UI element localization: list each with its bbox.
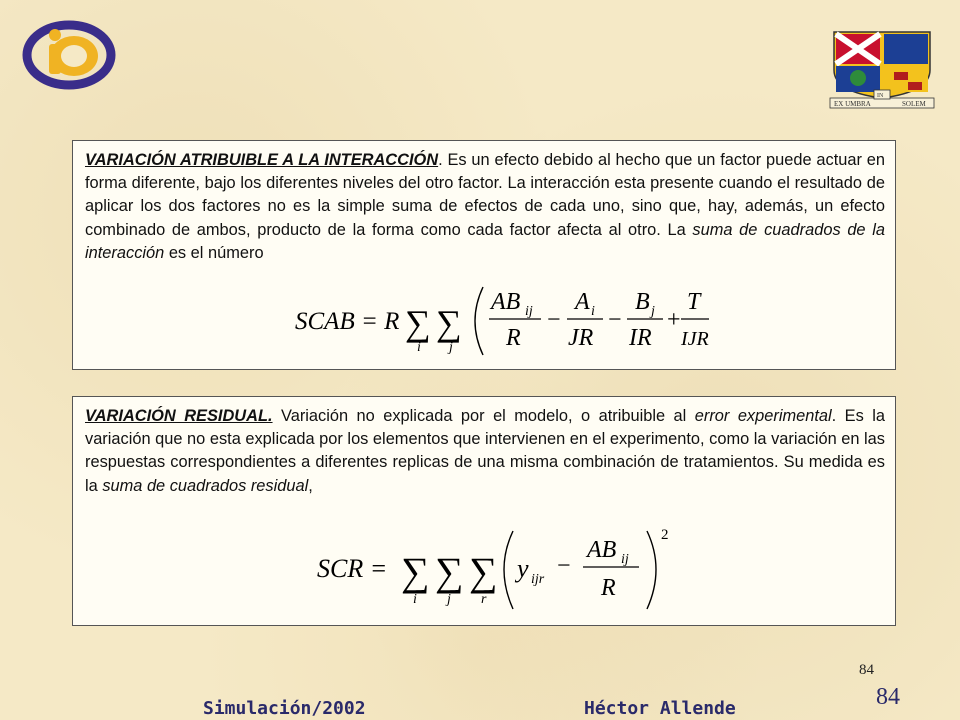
sum-symbol-2: ∑ <box>436 303 462 343</box>
term1-numerator-sub: ij <box>525 304 533 319</box>
footer-author: Héctor Allende <box>584 698 736 719</box>
term1-numerator: AB <box>491 289 521 315</box>
interaction-section <box>72 140 896 370</box>
residual-italic-term-1: error experimental <box>694 407 832 425</box>
sum-index-i: i <box>417 340 421 355</box>
left-paren <box>504 531 513 609</box>
coat-of-arms-icon <box>826 30 938 110</box>
exponent: 2 <box>661 527 669 543</box>
page-number-large: 84 <box>876 684 900 710</box>
sum-index-r: r <box>481 592 487 607</box>
residual-formula <box>317 523 677 620</box>
interaction-text-end: es el número <box>164 243 264 262</box>
term2-numerator-sub: i <box>591 304 595 319</box>
crest-motto-center: IN <box>877 93 884 99</box>
footer-course: Simulación/2002 <box>203 698 366 719</box>
crest-motto-left: EX UMBRA <box>834 100 871 108</box>
y-subscript: ijr <box>531 572 545 587</box>
residual-text-end: , <box>308 476 313 495</box>
formula-lhs: SCAB = R <box>295 308 400 335</box>
interaction-paragraph <box>85 149 885 265</box>
university-logo-icon <box>22 18 116 92</box>
interaction-text: . Es un efecto debido al hecho que un factor puede actuar en forma diferente, bajo los diferentes niveles del otro factor. La interacción esta presente cuando el resultado de aplicar los dos factores no es la simple suma de efectos de cada uno, sino que, hay, además, un efecto combinado de ambos, producto de la forma como cada factor afecta al otro. La <box>85 151 886 239</box>
sum-symbol-3: ∑ <box>469 549 498 594</box>
sum-symbol-1: ∑ <box>405 303 431 343</box>
plus-sign: + <box>667 307 681 333</box>
sum-symbol-1: ∑ <box>401 549 430 594</box>
fraction-denominator: R <box>601 575 616 601</box>
right-paren <box>647 531 656 609</box>
y-variable: y <box>517 554 529 583</box>
term1-denominator: R <box>506 325 521 351</box>
formula-lhs: SCR = <box>317 554 388 583</box>
page-number-small: 84 <box>859 662 874 678</box>
term2-denominator: JR <box>568 325 594 351</box>
term4-denominator: IJR <box>681 328 709 350</box>
term3-denominator: IR <box>629 325 652 351</box>
residual-text: Variación no explicada por el modelo, o atribuible al <box>272 407 695 425</box>
minus-sign: − <box>557 553 571 579</box>
residual-italic-term-2: suma de cuadrados residual <box>102 476 309 495</box>
minus-2: − <box>608 307 622 333</box>
term3-numerator: B <box>635 289 650 315</box>
residual-section <box>72 396 896 626</box>
interaction-heading: VARIACIÓN ATRIBUIBLE A LA INTERACCIÓN <box>85 151 439 169</box>
sum-index-i: i <box>413 592 417 607</box>
sum-index-j: j <box>447 592 451 607</box>
residual-text-middle: . Es la variación que no esta explicada por los elementos que intervienen en el experimento, como la variación en las respuestas correspondientes a diferentes replicas de una misma combinación de tratamientos. Su medida es la <box>85 407 886 495</box>
left-paren <box>475 287 483 355</box>
term3-numerator-sub: j <box>651 304 655 319</box>
term2-numerator: A <box>575 289 590 315</box>
sum-index-j: j <box>449 340 453 355</box>
residual-heading: VARIACIÓN RESIDUAL. <box>85 407 273 425</box>
fraction-numerator-sub: ij <box>621 552 629 567</box>
term4-numerator: T <box>687 289 701 315</box>
interaction-italic-term: suma de cuadrados de la interacción <box>85 220 885 262</box>
residual-paragraph <box>85 405 885 498</box>
fraction-numerator: AB <box>587 537 617 563</box>
minus-1: − <box>547 307 561 333</box>
crest-motto-right: SOLEM <box>902 100 926 108</box>
sum-symbol-2: ∑ <box>435 549 464 594</box>
interaction-formula <box>295 283 715 364</box>
